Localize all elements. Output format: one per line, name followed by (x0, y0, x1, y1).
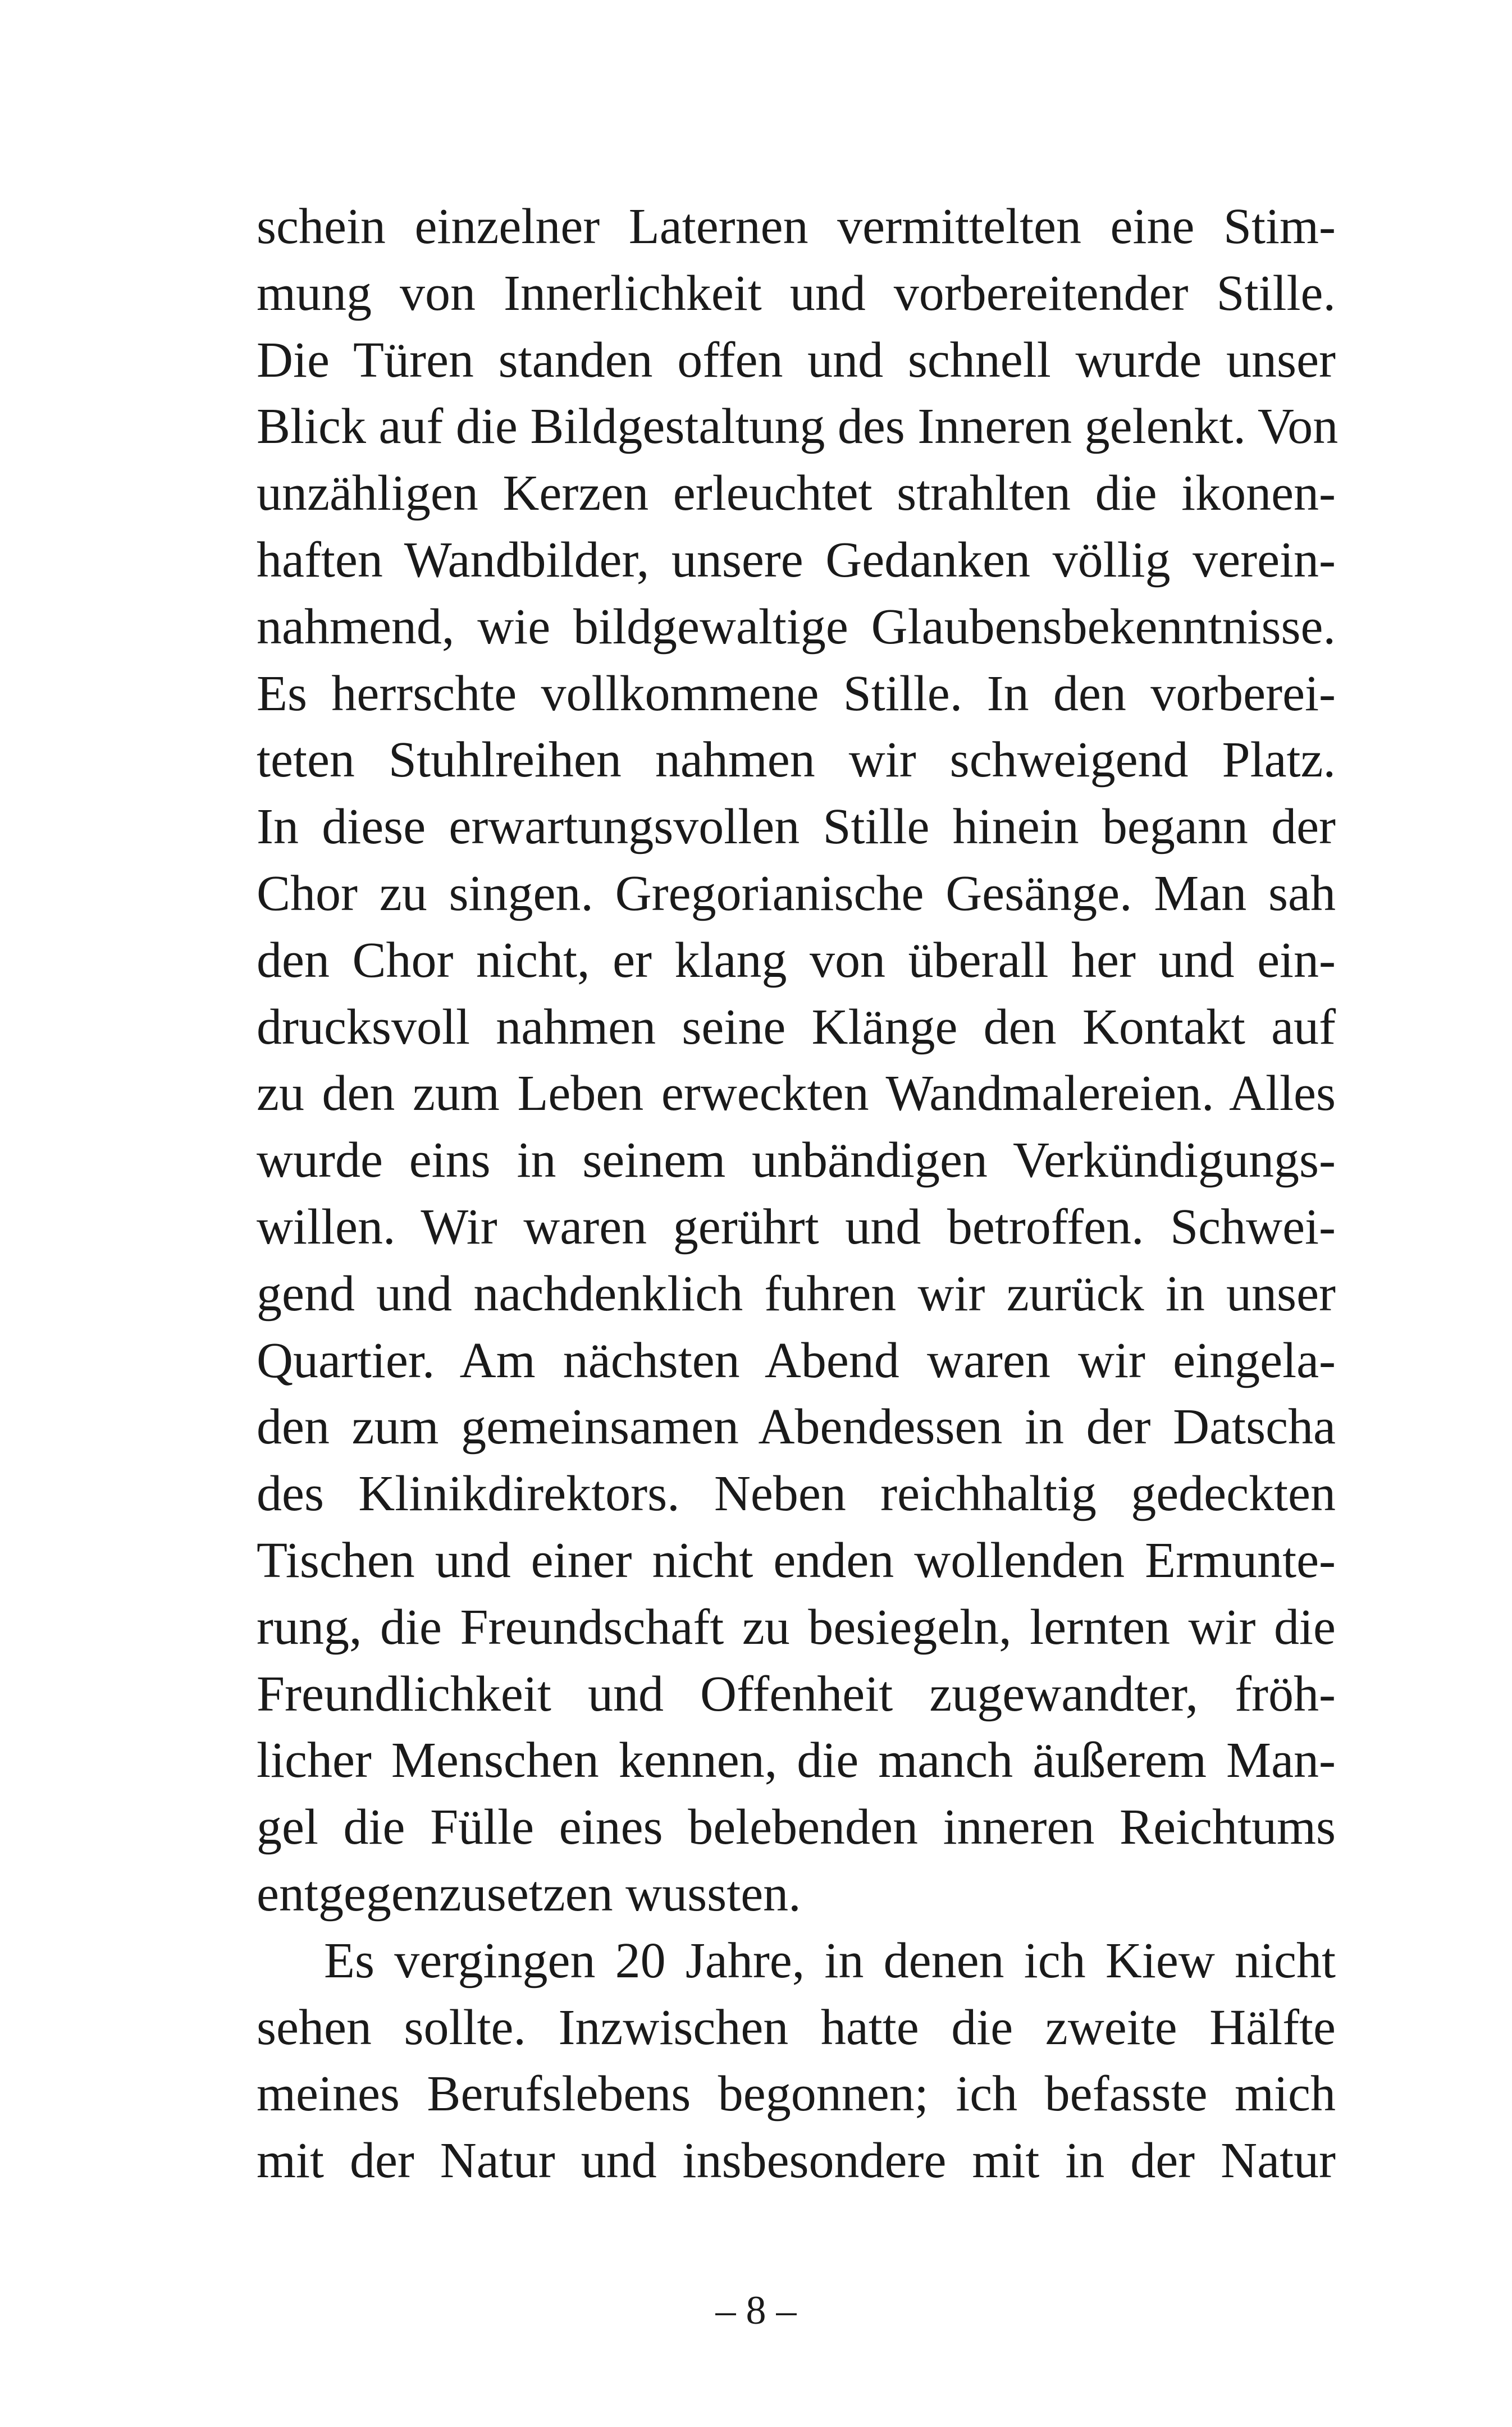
text-line: unzähligen Kerzen erleuchtet strahlten die ikonen- (257, 465, 1336, 522)
text-line: mung von Innerlichkeit und vorbereitender Stille. (257, 265, 1336, 321)
text-line: Quartier. Am nächsten Abend waren wir eingela- (257, 1332, 1336, 1388)
text-line: Es vergingen 20 Jahre, in denen ich Kiew nicht (324, 1932, 1336, 1989)
text-line: mit der Natur und insbesondere mit in der Natur (257, 2133, 1336, 2189)
text-line: sehen sollte. Inzwischen hatte die zweite Hälfte (257, 1999, 1336, 2055)
text-line: haften Wandbilder, unsere Gedanken völlig verein- (257, 532, 1336, 588)
text-line: wurde eins in seinem unbändigen Verkündigungs- (257, 1132, 1336, 1189)
text-line: den Chor nicht, er klang von überall her und ein- (257, 932, 1336, 988)
text-line: gel die Fülle eines belebenden inneren Reichtums (257, 1799, 1336, 1855)
text-line: zu den zum Leben erweckten Wandmalereien. Alles (257, 1066, 1336, 1122)
page-number: – 8 – (715, 2288, 797, 2333)
text-line: Die Türen standen offen und schnell wurde unser (257, 332, 1336, 388)
text-line: teten Stuhlreihen nahmen wir schweigend Platz. (257, 732, 1336, 788)
text-line: Tischen und einer nicht enden wollenden Ermunte- (257, 1532, 1336, 1588)
text-line: Es herrschte vollkommene Stille. In den vorberei- (257, 665, 1336, 721)
text-line: licher Menschen kennen, die manch äußerem Man- (257, 1733, 1336, 1789)
text-line: schein einzelner Laternen vermittelten eine Stim- (257, 199, 1336, 254)
text-line: Freundlichkeit und Offenheit zugewandter, fröh- (257, 1666, 1336, 1722)
text-line: entgegenzusetzen wussten. (257, 1866, 801, 1922)
text-line: den zum gemeinsamen Abendessen in der Datscha (257, 1399, 1336, 1455)
text-line: des Klinikdirektors. Neben reichhaltig gedeckten (257, 1466, 1336, 1522)
text-line: meines Berufslebens begonnen; ich befasste mich (257, 2066, 1336, 2122)
text-line: drucksvoll nahmen seine Klänge den Kontakt auf (257, 999, 1336, 1055)
paragraph-2 (257, 1928, 1336, 2195)
text-line: Chor zu singen. Gregorianische Gesänge. Man sah (257, 865, 1336, 921)
paragraph-1 (257, 194, 1339, 1928)
body-text (257, 194, 1339, 2195)
text-line: gend und nachdenklich fuhren wir zurück in unser (257, 1265, 1336, 1322)
text-line: nahmend, wie bildgewaltige Glaubensbekenntnisse. (257, 598, 1336, 655)
text-line: willen. Wir waren gerührt und betroffen. Schwei- (257, 1199, 1336, 1255)
text-line: Blick auf die Bildgestaltung des Inneren gelenkt. Von (257, 399, 1339, 455)
text-line: rung, die Freundschaft zu besiegeln, lernten wir die (257, 1599, 1336, 1655)
text-line: In diese erwartungsvollen Stille hinein begann der (257, 799, 1336, 855)
